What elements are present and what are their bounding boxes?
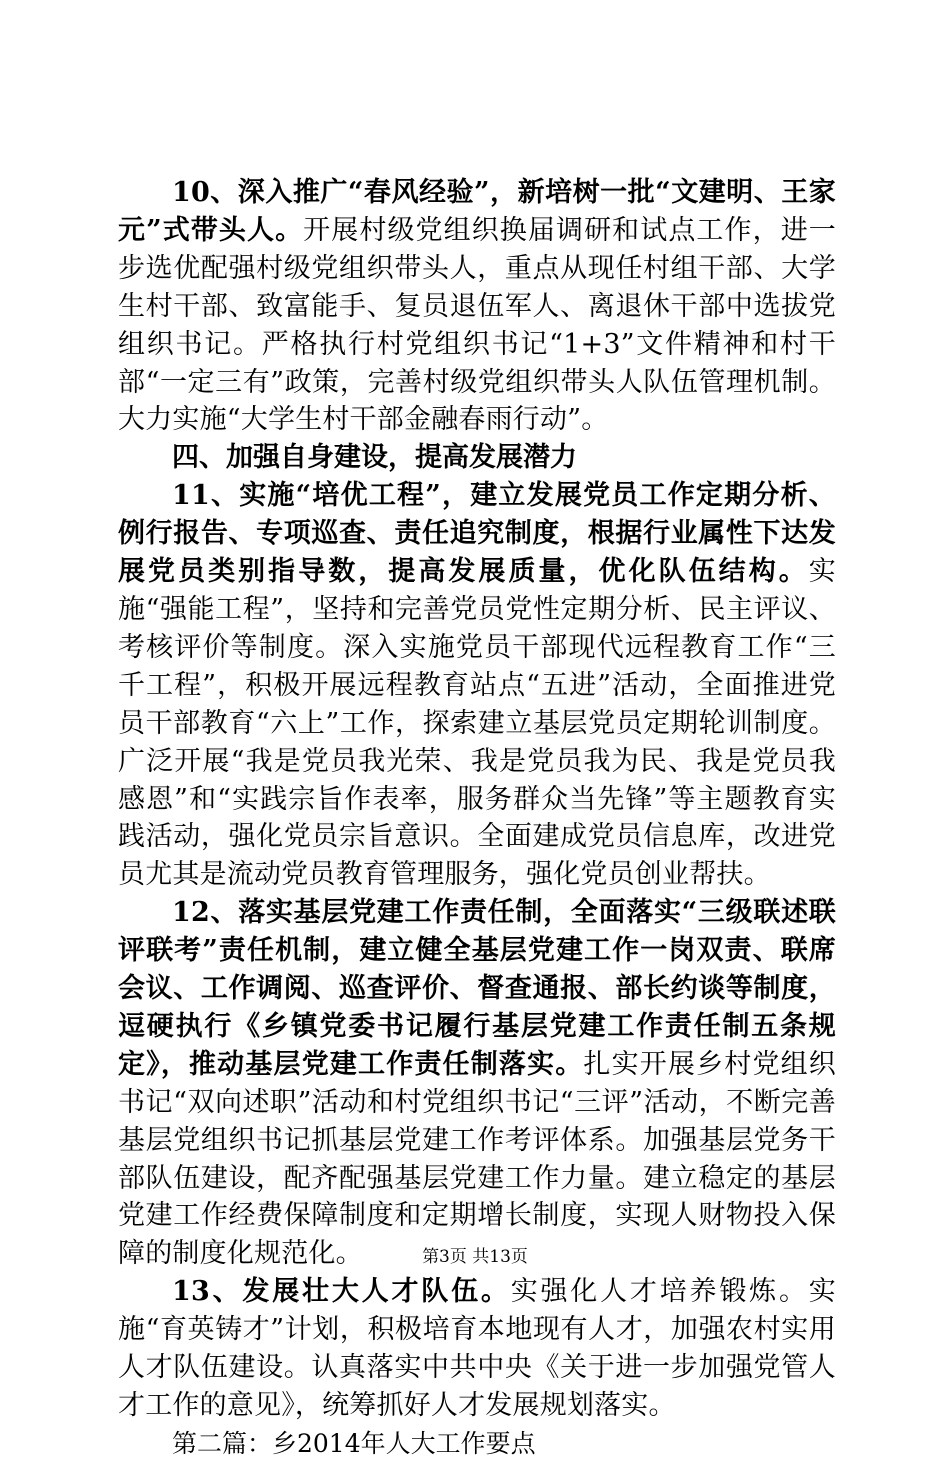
paragraph-item-13 [118, 1273, 836, 1425]
page-number-footer: 第3页 共13页 [422, 1247, 528, 1267]
paragraph-lead: 12、落实基层党建工作责任制，全面落实“三级联述联评联考”责任机制，建立健全基层党建工作一岗双责、联席会议、工作调阅、巡查评价、督查通报、部长约谈等制度，逗硬执行《乡镇党委书记履行基层党建工作责任制五条规定》，推动基层党建工作责任制落实。 [118, 897, 836, 1080]
paragraph-body: 实强化人才培养锻炼。实施“育英铸才”计划，积极培育本地现有人才，加强农村实用人才队伍建设。认真落实中共中央《关于进一步加强党管人才工作的意见》，统筹抓好人才发展规划落实。 [118, 1276, 836, 1421]
next-article-title: 第二篇：乡2014年人大工作要点 [172, 1428, 536, 1458]
paragraph-body: 开展村级党组织换届调研和试点工作，进一步选优配强村级党组织带头人，重点从现任村组干部、大学生村干部、致富能手、复员退伍军人、离退休干部中选拔党组织书记。严格执行村党组织书记“1+3”文件精神和村干部“一定三有”政策，完善村级党组织带头人队伍管理机制。大力实施“大学生村干部金融春雨行动”。 [118, 214, 836, 436]
paragraph-body: 扎实开展乡村党组织书记“双向述职”活动和村党组织书记“三评”活动，不断完善基层党组织书记抓基层党建工作考评体系。加强基层党务干部队伍建设，配齐配强基层党建工作力量。建立稳定的基层党建工作经费保障制度和定期增长制度，实现人财物投入保障的制度化规范化。 [118, 1048, 836, 1270]
paragraph-item-12 [118, 894, 836, 1273]
paragraph-item-10 [118, 174, 836, 439]
document-body [118, 174, 836, 1463]
paragraph-body: 实施“强能工程”，坚持和完善党员党性定期分析、民主评议、考核评价等制度。深入实施党员干部现代远程教育工作“三千工程”，积极开展远程教育站点“五进”活动，全面推进党员干部教育“六上”工作，探索建立基层党员定期轮训制度。广泛开展“我是党员我光荣、我是党员我为民、我是党员我感恩”和“实践宗旨作表率，服务群众当先锋”等主题教育实践活动，强化党员宗旨意识。全面建成党员信息库，改进党员尤其是流动党员教育管理服务，强化党员创业帮扶。 [118, 556, 836, 891]
paragraph-lead: 11、实施“培优工程”，建立发展党员工作定期分析、例行报告、专项巡查、责任追究制度，根据行业属性下达发展党员类别指导数，提高发展质量，优化队伍结构。 [118, 480, 836, 588]
paragraph-item-11 [118, 477, 836, 894]
paragraph-lead: 10、深入推广“春风经验”，新培树一批“文建明、王家元”式带头人。 [118, 177, 836, 246]
section-heading-4: 四、加强自身建设，提高发展潜力 [172, 442, 577, 474]
paragraph-lead: 13、发展壮大人才队伍。 [172, 1276, 511, 1308]
